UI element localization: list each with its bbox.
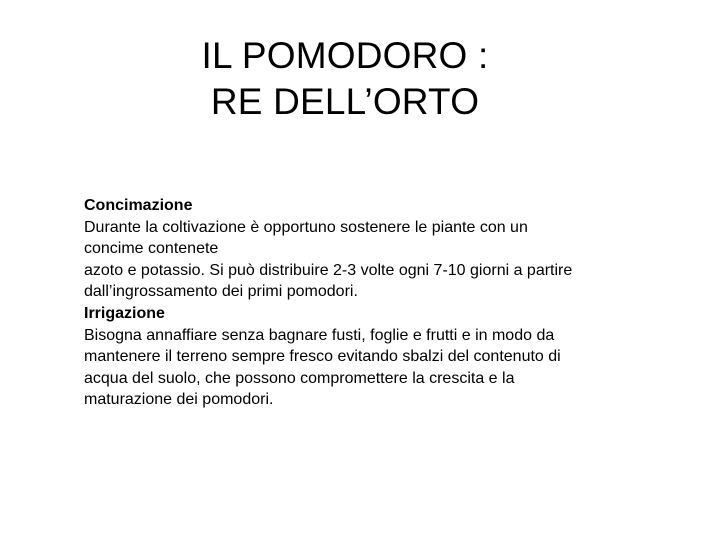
slide-title <box>140 33 550 125</box>
slide-body <box>84 195 644 411</box>
body-line: maturazione dei pomodori. <box>84 391 274 409</box>
body-line: concime contenete <box>84 240 219 258</box>
body-line: dall’ingrossamento dei primi pomodori. <box>84 283 358 301</box>
section-heading-irrigazione: Irrigazione <box>84 304 165 322</box>
body-line: azoto e potassio. Si può distribuire 2-3 volte ogni 7-10 giorni a partire <box>84 261 573 279</box>
body-line: Durante la coltivazione è opportuno sostenere le piante con un <box>84 218 528 236</box>
title-line-1: IL POMODORO : <box>201 35 489 76</box>
body-line: mantenere il terreno sempre fresco evitando sbalzi del contenuto di <box>84 348 561 366</box>
body-line: acqua del suolo, che possono compromettere la crescita e la <box>84 369 515 387</box>
body-line: Bisogna annaffiare senza bagnare fusti, foglie e frutti e in modo da <box>84 326 555 344</box>
title-line-2: RE DELL’ORTO <box>210 81 480 122</box>
section-heading-concimazione: Concimazione <box>84 197 193 214</box>
